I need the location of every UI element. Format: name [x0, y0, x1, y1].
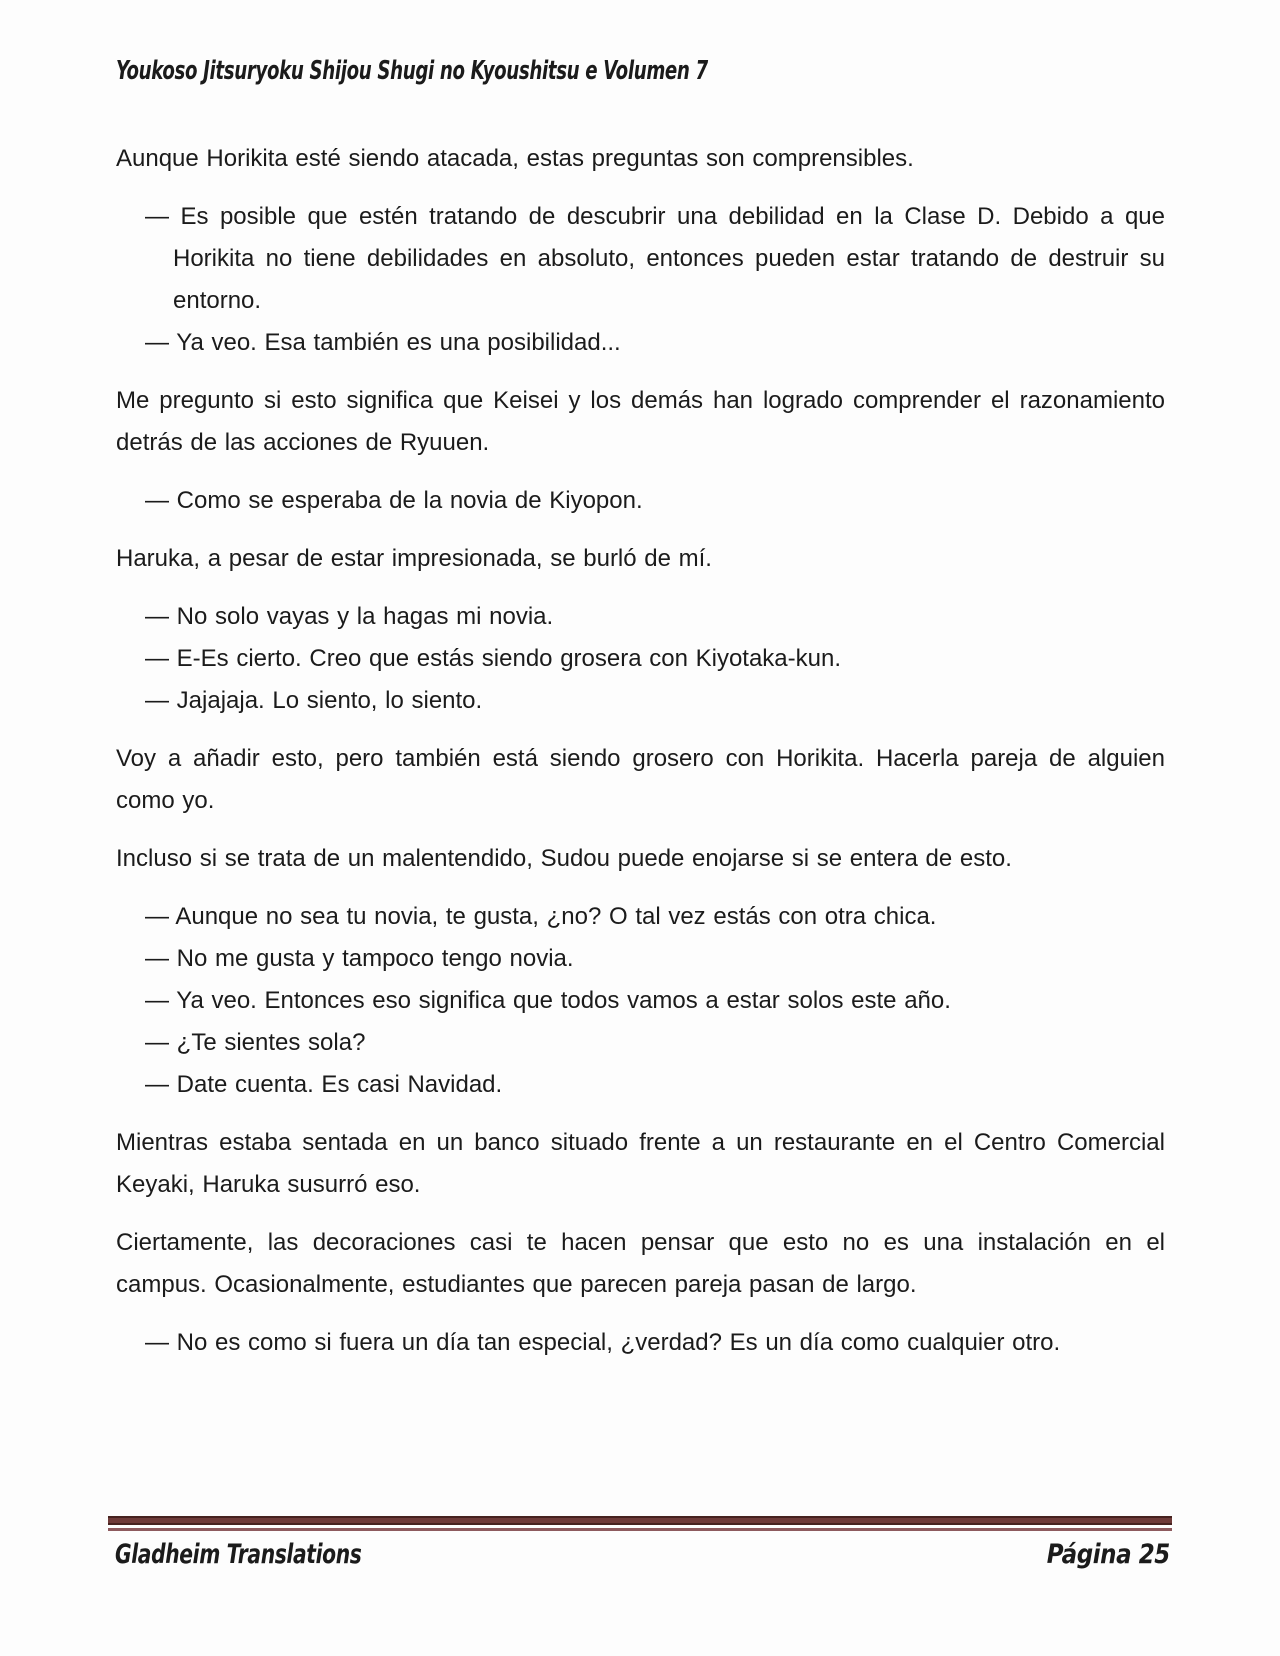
paragraph: Me pregunto si esto significa que Keisei y los demás han logrado comprender el razonamiento detrás de las acciones de Ryuuen. — [116, 387, 1165, 456]
em-dash: — — [145, 645, 169, 672]
dialogue-line — [116, 938, 1165, 980]
dialogue-text: No solo vayas y la hagas mi novia. — [176, 603, 554, 630]
em-dash: — — [145, 603, 169, 630]
dialogue-line — [116, 980, 1165, 1022]
dialogue-line — [116, 480, 1165, 522]
dialogue-block — [116, 1322, 1165, 1364]
dialogue-text: Es posible que estén tratando de descubrir una debilidad en la Clase D. Debido a que Horikita no tiene debilidades en absoluto, entonces pueden estar tratando de destruir su entorno. — [173, 203, 1166, 314]
paragraph: Mientras estaba sentada en un banco situado frente a un restaurante en el Centro Comercial Keyaki, Haruka susurró eso. — [116, 1129, 1165, 1198]
footer-row — [108, 1539, 1172, 1570]
footer-translator-credit: Gladheim Translations — [115, 1539, 362, 1570]
dialogue-line — [116, 896, 1165, 938]
em-dash: — — [145, 329, 169, 356]
em-dash: — — [145, 987, 169, 1014]
dialogue-line — [116, 1322, 1165, 1364]
paragraph: Ciertamente, las decoraciones casi te hacen pensar que esto no es una instalación en el campus. Ocasionalmente, estudiantes que parecen pareja pasan de largo. — [116, 1229, 1165, 1298]
em-dash: — — [145, 1029, 169, 1056]
page-header — [116, 56, 1165, 92]
dialogue-line — [116, 596, 1165, 638]
footer-page-number: Página 25 — [1046, 1539, 1170, 1570]
dialogue-text: Aunque no sea tu novia, te gusta, ¿no? O tal vez estás con otra chica. — [175, 903, 937, 930]
dialogue-line — [116, 638, 1165, 680]
dialogue-text: Jajajaja. Lo siento, lo siento. — [176, 687, 483, 714]
footer-rule-thin — [108, 1528, 1172, 1531]
paragraph: Haruka, a pesar de estar impresionada, se burló de mí. — [116, 545, 712, 572]
dialogue-text: E-Es cierto. Creo que estás siendo grosera con Kiyotaka-kun. — [176, 645, 842, 672]
dialogue-text: No es como si fuera un día tan especial, ¿verdad? Es un día como cualquier otro. — [176, 1329, 1061, 1356]
dialogue-line — [116, 680, 1165, 722]
em-dash: — — [145, 903, 169, 930]
em-dash: — — [145, 1329, 169, 1356]
dialogue-line — [116, 1022, 1165, 1064]
dialogue-block — [116, 596, 1165, 722]
dialogue-line — [116, 1064, 1165, 1106]
paragraph: Voy a añadir esto, pero también está siendo grosero con Horikita. Hacerla pareja de alguien como yo. — [116, 745, 1165, 814]
em-dash: — — [145, 687, 169, 714]
dialogue-text: ¿Te sientes sola? — [176, 1029, 366, 1056]
dialogue-line — [116, 196, 1165, 322]
dialogue-text: Como se esperaba de la novia de Kiyopon. — [176, 487, 643, 514]
em-dash: — — [145, 1071, 169, 1098]
footer-rule-thick — [108, 1516, 1172, 1525]
dialogue-block — [116, 196, 1165, 364]
dialogue-block — [116, 480, 1165, 522]
paragraph: Incluso si se trata de un malentendido, Sudou puede enojarse si se entera de esto. — [116, 845, 1012, 872]
page-footer — [108, 1516, 1172, 1570]
dialogue-text: Ya veo. Entonces eso significa que todos vamos a estar solos este año. — [176, 987, 951, 1014]
dialogue-line — [116, 322, 1165, 364]
dialogue-text: No me gusta y tampoco tengo novia. — [176, 945, 574, 972]
em-dash: — — [145, 487, 169, 514]
dialogue-block — [116, 896, 1165, 1106]
em-dash: — — [145, 945, 169, 972]
paragraph: Aunque Horikita esté siendo atacada, estas preguntas son comprensibles. — [116, 145, 914, 172]
em-dash: — — [145, 203, 169, 230]
dialogue-text: Date cuenta. Es casi Navidad. — [176, 1071, 503, 1098]
header-title: Youkoso Jitsuryoku Shijou Shugi no Kyoushitsu e Volumen 7 — [116, 56, 708, 86]
dialogue-text: Ya veo. Esa también es una posibilidad... — [176, 329, 621, 356]
